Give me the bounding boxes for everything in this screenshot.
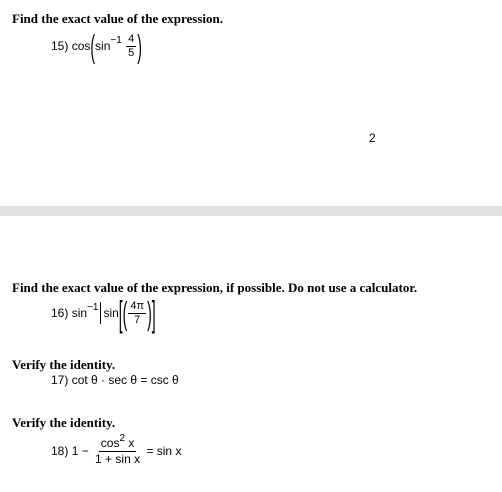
exponent: −1 bbox=[110, 34, 122, 46]
left-paren: ( bbox=[122, 294, 128, 332]
right-paren: ) bbox=[147, 294, 152, 332]
lead-term: 1 − bbox=[71, 444, 89, 458]
section-heading: Find the exact value of the expression. bbox=[12, 11, 223, 26]
problem-number: 18) bbox=[51, 444, 69, 458]
fraction bbox=[93, 433, 142, 466]
exponent: −1 bbox=[87, 301, 99, 313]
right-hand-side: = sin x bbox=[146, 444, 182, 458]
left-bracket: [ bbox=[118, 292, 123, 334]
sin-label: sin bbox=[103, 306, 119, 320]
fraction-denominator: 1 + sin x bbox=[95, 452, 141, 466]
section-heading: Verify the identity. bbox=[12, 415, 116, 430]
section-heading: Find the exact value of the expression, if possible. Do not use a calculator. bbox=[12, 280, 418, 295]
problem-15 bbox=[51, 26, 142, 66]
fraction-numerator: 4π bbox=[130, 299, 145, 312]
problem-number: 15) bbox=[51, 39, 69, 53]
right-paren: ) bbox=[137, 27, 142, 65]
abs-bar bbox=[100, 302, 101, 324]
identity-expression: cot θ · sec θ = csc θ bbox=[71, 373, 179, 387]
fraction bbox=[128, 301, 146, 326]
left-paren: ( bbox=[90, 27, 96, 65]
page-separator bbox=[0, 206, 502, 216]
fraction-denominator: 5 bbox=[128, 46, 135, 59]
sin-label: sin bbox=[71, 306, 88, 320]
cos-label: cos bbox=[71, 39, 91, 53]
fraction-numerator: 4 bbox=[128, 32, 135, 45]
variable: x bbox=[125, 436, 135, 450]
page-number: 2 bbox=[369, 131, 376, 145]
sin-label: sin bbox=[95, 39, 111, 53]
problem-17 bbox=[51, 373, 179, 387]
fraction-numerator bbox=[99, 433, 137, 452]
problem-18 bbox=[51, 433, 181, 469]
problem-16 bbox=[51, 292, 156, 334]
exponent: 2 bbox=[119, 433, 126, 444]
fraction bbox=[126, 34, 136, 59]
problem-number: 17) bbox=[51, 373, 69, 387]
problem-number: 16) bbox=[51, 306, 69, 320]
cos-label: cos bbox=[100, 436, 120, 450]
right-bracket: ] bbox=[151, 292, 156, 334]
section-heading: Verify the identity. bbox=[12, 357, 116, 372]
fraction-denominator: 7 bbox=[134, 313, 141, 326]
